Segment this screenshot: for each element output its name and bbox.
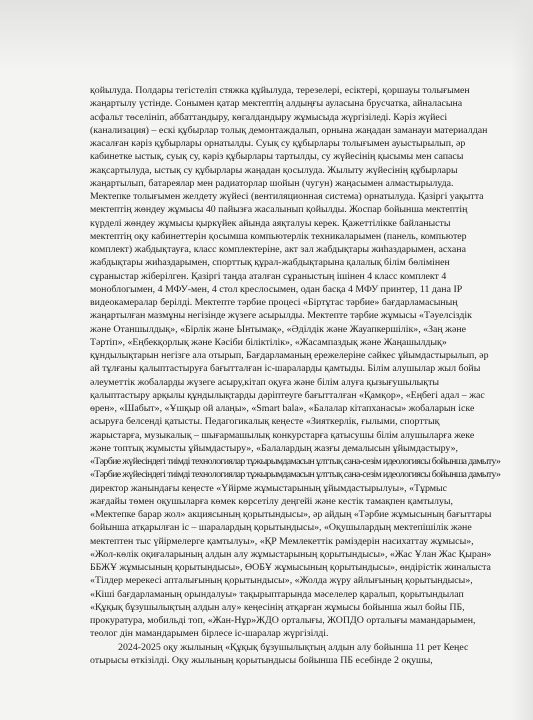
text-line: күрделі жөндеу жұмысы қыркүйек айында аяқталуы керек. Қажеттілікке байланысты	[90, 217, 451, 229]
text-line: (канализация) – ескі құбырлар толық демонтаждалып, орнына жаңадан заманауи материалдан	[90, 124, 488, 136]
text-line: «Жол-көлік оқиғаларының алдын алу жұмыстарының қорытындысы», «Жас Ұлан Жас Қыран»	[90, 548, 492, 560]
text-line: асфальт төселініп, аббаттандыру, көгалдандыру жұмысыда жүргізіледі. Кәріз жүйесі	[90, 111, 448, 123]
text-line: жаңартылған мазмұны негізінде жүзеге асырылды. Мектепте тәрбие жұмысы «Тәуелсіздік	[90, 310, 472, 322]
text-line: «Кіші бағдарламаның орындалуы» тақырыптарында мәселелер қаралып, қорытындылап	[90, 588, 464, 600]
text-line: мектептен тыс үйірмелерге қамтылуы», «ҚР Мемлекеттік рәміздерін насихаттау жұмысы»,	[90, 535, 474, 547]
text-line: Тәртіп», «Еңбекқорлық және Кәсіби біліктілік», «Жасампаздық және Жаңашылдық»	[90, 336, 447, 348]
text-line: жаңартылып, батареялар мен радиаторлар шойын (чугун) жаңасымен алмастырылуда.	[90, 177, 454, 189]
text-line: директор жанындағы кеңесте «Үйірме жұмыстарының ұйымдастырылуы», «Тұрмыс	[90, 482, 448, 494]
text-line: қойылуда. Полдары тегістеліп стяжка құйылуда, терезелері, есіктері, қоршауы толығымен	[90, 85, 470, 96]
text-line: 2024-2025 оқу жылының «Құқық бұзушылықтың алдын алу бойынша 11 рет Кеңес	[118, 641, 469, 653]
text-line: бойынша атқарылған іс – шаралардың қорытындысы», «Оқушылардың мектепішілік және	[90, 522, 472, 534]
text-line: «Тілдер мерекесі апталығының қорытындысы», «Жолда жүру айлығының қорытындысы»,	[90, 575, 473, 587]
text-line: мектептің жөндеу жұмысы 40 пайызға жасалынып қойылды. Жоспар бойынша мектептің	[90, 204, 468, 216]
text-line: видеокамералар берілді. Мектепте тәрбие процесі «Біртұтас тәрбие» бағдарламасының	[90, 297, 458, 308]
text-line: жабдықтары жиһаздарымен, спорттық құрал-жабдықтарына қалалық білім бөлімінен	[90, 257, 450, 269]
text-line: «Тәрбие жүйесіндегі тиімді технологиялар тұжырымдамасын ұлттық сана-сезім идеологиясы бойынша дамыту»	[90, 456, 501, 467]
text-line: отырысы өткізілді. Оқу жылының қорытындысы бойынша ПБ есебінде 2 оқушы,	[90, 654, 433, 666]
text-line: «Тәрбие жүйесіндегі тиімді технологиялар тұжырымдамасын ұлттық сана-сезім идеологиясы бойынша дамыту»	[90, 469, 501, 481]
text-line: сұраныстар жіберілген. Қазіргі таңда аталған сұраныстың ішінен 4 класс комплект 4	[90, 270, 447, 282]
document-body	[90, 84, 502, 667]
text-line: жасалған кәріз құбырлары орнатылды. Суық су құбырлары толығымен ауыстырылып, әр	[90, 138, 466, 149]
text-line: әлеуметтік жобаларды жүзеге асыру,кітап оқуға және білім алуға қызығушылықты	[90, 376, 440, 388]
text-line: асыруға белсенді қатысты. Педагогикалық кеңесте «Зияткерлік, ғылыми, спорттық	[90, 416, 440, 428]
text-line: өрен», «Шабыт», «Ұшқыр ой алаңы», «Smart bala», «Балалар кітапханасы» жобаларын іске	[90, 403, 475, 414]
text-line: комплект) жабдықтауға, класс комплектеріне, акт зал жабдықтары жиһаздарымен, асхана	[90, 244, 466, 255]
text-line: «Мектепке барар жол» акциясының қорытындысы», әр айдың «Тәрбие жұмысының бағыттары	[90, 509, 492, 520]
page-shadow-right	[511, 0, 533, 720]
text-line: ББЖҰ жұмысының қорытындысы», ӨОБҰ жұмысының қорытындысы», өндірістік жиналыста	[90, 562, 491, 573]
text-line: және топтық жұмысты ұйымдастыру», «Балалардың жазғы демалысын ұйымдастыру»,	[90, 442, 459, 454]
text-line: жарыстарға, музыкалық – шығармашылық конкурстарға қатысушы білім алушыларға жеке	[90, 429, 475, 441]
text-line: прокуратура, мобильді топ, «Жан-Нұр»ЖДО орталығы, ЖОПДО орталығы мамандарымен,	[90, 615, 476, 626]
text-line: моноблогымен, 4 МФУ-мен, 4 стол креслосымен, одан басқа 4 МФУ принтер, 11 дана IP	[90, 283, 463, 295]
text-line: жаңартылу үстінде. Сонымен қатар мектептің алдыңғы ауласына брусчатка, айналасына	[90, 98, 463, 110]
text-line: құндылықтарын негізге ала отырып, Бағдарламаның ережелеріне сәйкес ұйымдастырылып, әр	[90, 350, 489, 361]
text-line: қалыптастыру арқылы құндылықтарды дәріптеуге бағытталған «Қамқор», «Еңбегі адал – жас	[90, 389, 485, 401]
page-shadow-top	[0, 0, 533, 70]
text-line: жақсартылуда, ыстық су құбырлары жаңадан қосылуда. Жылыту жүйесінің құбырлары	[90, 164, 458, 176]
text-line: және Отаншылдық», «Бірлік және Ынтымақ», «Әділдік және Жауапкершілік», «Заң және	[90, 323, 467, 335]
text-line: ай тұлғаны қалыптастыруға бағытталған іс-шараларды қамтыды. Білім алушылар жыл бойы	[90, 363, 481, 375]
text-line: «Құқық бұзушылықтың алдын алу» кеңесінің атқарған жұмысы бойынша жыл бойы ПБ,	[90, 601, 465, 613]
text-line: мектептің оқу кабинеттерін қосымша компьютерлік техникаларымен (панель, компьютер	[90, 230, 467, 242]
text-line: теолог дін мамандарымен бірлесе іс-шаралар жүргізілді.	[90, 628, 329, 640]
text-line: Мектепке толығымен желдету жүйесі (вентиляционная система) орнатылуда. Қазіргі уақытта	[90, 191, 484, 202]
text-line: жағдайы төмен оқушыларға көмек көрсетілу деңгейі және кестік тамақпен қамтылуы,	[90, 495, 454, 507]
text-line: кабинетке ыстық, суық су, кәріз құбырлары тартылды, су жүйесінің қысымы мен сапасы	[90, 151, 464, 163]
